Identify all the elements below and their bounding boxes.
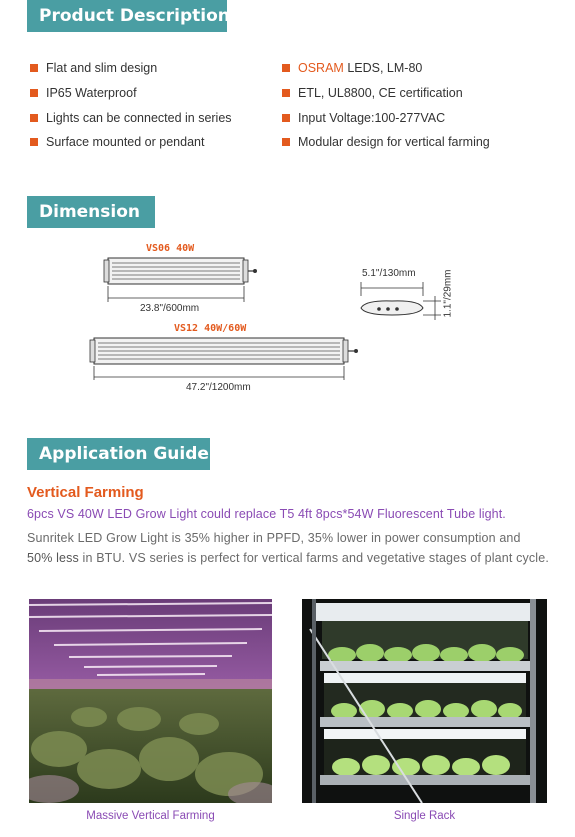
bullet-icon: [30, 89, 38, 97]
section-header-dimension: Dimension: [27, 196, 155, 228]
feature-item: Flat and slim design: [30, 56, 232, 81]
single-rack-photo: [302, 599, 547, 803]
bullet-icon: [30, 138, 38, 146]
bullet-icon: [282, 64, 290, 72]
vs06-length: 23.8"/600mm: [140, 303, 200, 314]
photo-caption: Massive Vertical Farming: [86, 810, 215, 822]
feature-item: IP65 Waterproof: [30, 81, 232, 106]
bullet-icon: [282, 114, 290, 122]
bullet-icon: [30, 114, 38, 122]
bullet-icon: [282, 138, 290, 146]
width-dimension: 5.1"/130mm: [362, 268, 416, 279]
section-header-application-guide: Application Guide: [27, 438, 210, 470]
feature-item: Input Voltage:100-277VAC: [282, 105, 490, 130]
vs12-drawing: [86, 334, 362, 382]
bullet-icon: [30, 64, 38, 72]
section-header-product-description: Product Description: [27, 0, 227, 32]
osram-brand: OSRAM: [298, 61, 344, 76]
cross-section-drawing: [355, 282, 445, 322]
bullet-icon: [282, 89, 290, 97]
features-right: [282, 56, 490, 155]
photo-caption: Single Rack: [393, 810, 456, 822]
feature-item: Surface mounted or pendant: [30, 130, 232, 155]
vertical-farming-title: Vertical Farming: [27, 484, 144, 501]
vs12-length: 47.2"/1200mm: [186, 382, 251, 393]
vs06-label: VS06 40W: [146, 243, 195, 254]
feature-item: OSRAM LEDS, LM-80: [282, 56, 490, 81]
vertical-farming-photo: [29, 599, 272, 803]
feature-item: Modular design for vertical farming: [282, 130, 490, 155]
height-dimension: 1.1"/29mm: [442, 269, 454, 318]
feature-item: Lights can be connected in series: [30, 105, 232, 130]
highlight-text: 6pcs VS 40W LED Grow Light could replace T5 4ft 8pcs*54W Fluorescent Tube light.: [27, 507, 506, 521]
feature-item: ETL, UL8800, CE certification: [282, 81, 490, 106]
features-left: [30, 56, 232, 155]
vs12-label: VS12 40W/60W: [174, 323, 247, 334]
body-text: Sunritek LED Grow Light is 35% higher in PPFD, 35% lower in power consumption and 50% less in BTU. VS series is perfect for vertical farms and vegetative stages of plant cycle.: [27, 531, 549, 565]
